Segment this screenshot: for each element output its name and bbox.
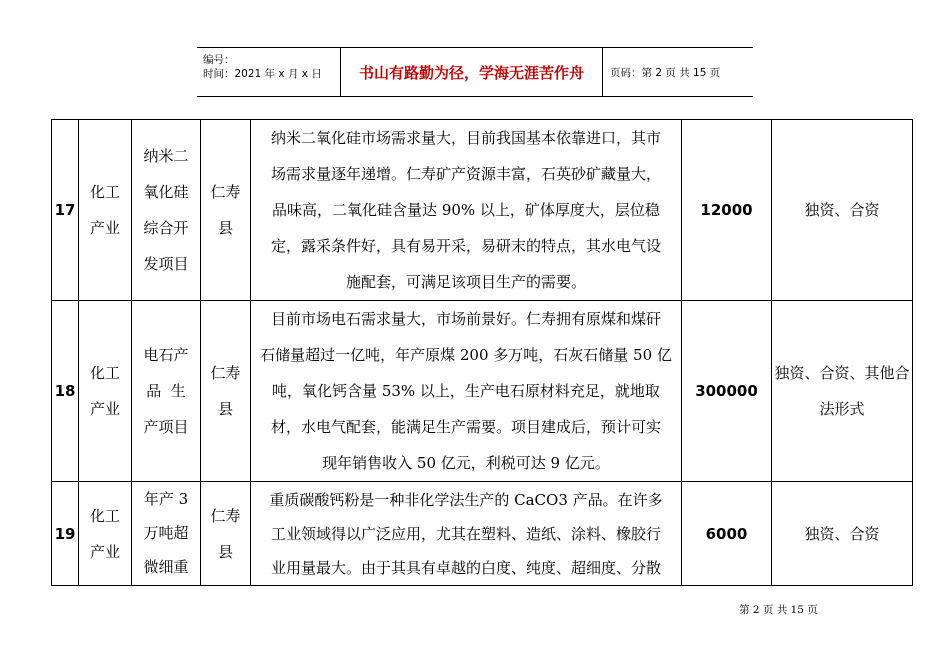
row-number: 18 [52, 301, 79, 482]
description-line: 石储量超过一亿吨，年产原煤 200 多万吨，石灰石储量 50 亿 [260, 346, 672, 364]
description-line: 场需求量逐年递增。仁寿矿产资源丰富，石英砂矿藏量大， [270, 165, 661, 183]
project-name-line: 综合开 [143, 219, 189, 237]
project-name-cell [132, 301, 201, 482]
description-line: 目前市场电石需求量大，市场前景好。仁寿拥有原煤和煤矸 [270, 310, 661, 328]
industry-line: 产业 [89, 400, 120, 418]
row-number: 17 [52, 120, 79, 301]
description-line: 现年销售收入 50 亿元，利税可达 9 亿元。 [322, 454, 610, 472]
project-name-line: 品 生 [146, 382, 186, 400]
project-name-line: 产项目 [143, 418, 189, 436]
project-table [51, 119, 913, 586]
table-row [52, 301, 913, 482]
description-line: 材，水电气配套，能满足生产需要。项目建成后，预计可实 [270, 418, 661, 436]
page-footer: 第 2 页 共 15 页 [739, 604, 818, 616]
location-cell [201, 120, 251, 301]
description-cell [251, 301, 682, 482]
cooperation-mode-line: 独资、合资、其他合 [774, 364, 910, 382]
description-line: 品味高，二氧化硅含量达 90% 以上，矿体厚度大，层位稳 [272, 201, 660, 219]
location-line: 仁寿 [210, 506, 241, 525]
industry-line: 产业 [89, 219, 120, 237]
location-line: 仁寿 [210, 183, 241, 201]
description-line: 重质碳酸钙粉是一种非化学法生产的 CaCO3 产品。在许多 [269, 491, 663, 509]
cooperation-mode-line: 独资、合资 [804, 201, 880, 219]
document-number-label: 编号： [203, 54, 235, 66]
industry-line: 化工 [89, 364, 120, 382]
row-number: 19 [52, 482, 79, 586]
project-name-cell [132, 482, 201, 586]
location-line: 县 [217, 219, 233, 237]
description-line: 工业领域得以广泛应用，尤其在塑料、造纸、涂料、橡胶行 [270, 525, 661, 543]
location-line: 县 [217, 400, 233, 418]
industry-cell [79, 120, 132, 301]
page-header [197, 47, 753, 97]
location-line: 县 [217, 542, 233, 561]
description-line: 吨，氧化钙含量 53% 以上，生产电石原材料充足，就地取 [272, 382, 660, 400]
project-name-line: 年产 3 [143, 490, 189, 508]
location-cell [201, 301, 251, 482]
location-cell [201, 482, 251, 586]
project-name-line: 发项目 [143, 255, 189, 273]
project-name-line: 万吨超 [143, 524, 189, 542]
investment-cell: 6000 [682, 482, 772, 586]
project-name-line: 氧化硅 [143, 183, 189, 201]
description-line: 业用量最大。由于其具有卓越的白度、纯度、超细度、分散 [270, 559, 661, 577]
header-motto: 书山有路勤为径，学海无涯苦作舟 [340, 48, 603, 96]
industry-line: 产业 [89, 542, 120, 561]
cooperation-mode-line: 独资、合资 [804, 524, 880, 543]
description-cell [251, 120, 682, 301]
description-line: 施配套，可满足该项目生产的需要。 [345, 273, 586, 291]
project-name-cell [132, 120, 201, 301]
industry-line: 化工 [89, 183, 120, 201]
project-name-line: 纳米二 [143, 147, 189, 165]
document-time-label: 时间：2021 年 x 月 x 日 [203, 68, 322, 80]
industry-cell [79, 482, 132, 586]
description-cell [251, 482, 682, 586]
investment-cell: 300000 [682, 301, 772, 482]
cooperation-mode-cell [772, 482, 913, 586]
cooperation-mode-cell [772, 301, 913, 482]
project-name-line: 电石产 [143, 346, 189, 364]
industry-cell [79, 301, 132, 482]
description-line: 纳米二氧化硅市场需求量大，目前我国基本依靠进口，其市 [270, 129, 661, 147]
investment-cell: 12000 [682, 120, 772, 301]
project-name-line: 微细重 [143, 558, 189, 576]
header-meta [197, 48, 340, 96]
header-page-info: 页码：第 2 页 共 15 页 [610, 66, 721, 79]
table-row [52, 120, 913, 301]
cooperation-mode-line: 法形式 [819, 400, 865, 418]
location-line: 仁寿 [210, 364, 241, 382]
cooperation-mode-cell [772, 120, 913, 301]
industry-line: 化工 [89, 506, 120, 525]
table-row [52, 482, 913, 586]
description-line: 定，露采条件好，具有易开采，易研末的特点，其水电气设 [270, 237, 661, 255]
